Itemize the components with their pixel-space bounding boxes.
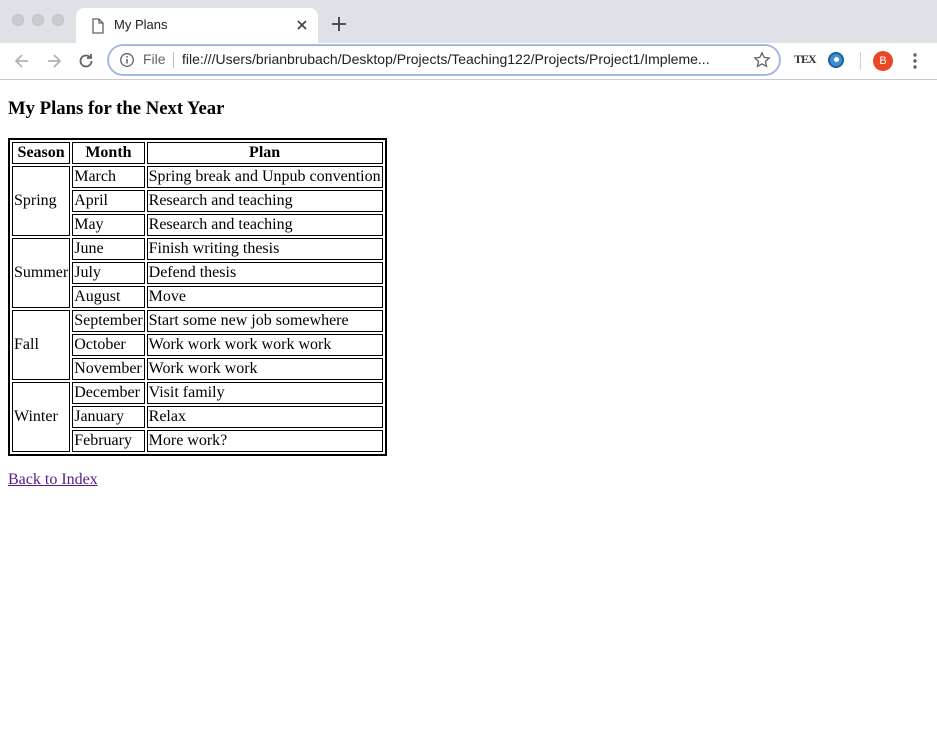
plan-cell: Work work work work work [147,334,383,356]
plan-cell: Defend thesis [147,262,383,284]
month-cell: April [72,190,144,212]
month-cell: July [72,262,144,284]
tab-strip [0,0,937,43]
table-row [12,310,383,332]
plan-cell: Relax [147,406,383,428]
month-cell: June [72,238,144,260]
month-cell: May [72,214,144,236]
plan-cell: Research and teaching [147,214,383,236]
back-to-index-link[interactable]: Back to Index [8,471,98,488]
month-cell: August [72,286,144,308]
address-bar[interactable] [108,45,780,75]
plan-cell: Start some new job somewhere [147,310,383,332]
plan-cell: Move [147,286,383,308]
month-cell: September [72,310,144,332]
more-menu-icon[interactable] [912,52,918,70]
address-url[interactable]: file:///Users/brianbrubach/Desktop/Projects/Teaching122/Projects/Project1/Impleme... [182,51,710,67]
toolbar-divider [860,52,861,70]
table-row [12,382,383,404]
tab-title: My Plans [114,17,168,32]
back-arrow-icon[interactable] [12,51,32,71]
month-cell: October [72,334,144,356]
month-cell: November [72,358,144,380]
tex-extension-icon[interactable]: TEX [794,52,816,66]
window-zoom-dot[interactable] [52,14,64,26]
table-row [12,238,383,260]
new-tab-icon[interactable] [330,15,348,33]
extension-circle-icon[interactable] [828,52,844,68]
table-row [12,166,383,188]
month-cell: January [72,406,144,428]
month-cell: March [72,166,144,188]
address-scheme: File [143,51,166,67]
reload-icon[interactable] [76,51,96,71]
plan-cell: Research and teaching [147,190,383,212]
document-icon [91,18,105,34]
season-cell: Summer [12,238,70,308]
season-cell: Fall [12,310,70,380]
browser-tab[interactable] [76,8,318,43]
window-minimize-dot[interactable] [32,14,44,26]
plan-cell: More work? [147,430,383,452]
header-month: Month [72,142,144,164]
page-title: My Plans for the Next Year [8,98,225,119]
plan-cell: Finish writing thesis [147,238,383,260]
forward-arrow-icon[interactable] [44,51,64,71]
bookmark-star-icon[interactable] [753,51,771,69]
plans-table [8,138,387,456]
plan-cell: Work work work [147,358,383,380]
window-close-dot[interactable] [12,14,24,26]
plan-cell: Spring break and Unpub convention [147,166,383,188]
season-cell: Spring [12,166,70,236]
profile-avatar[interactable]: B [873,51,893,71]
header-plan: Plan [147,142,383,164]
close-icon[interactable] [294,17,310,33]
month-cell: February [72,430,144,452]
address-divider [173,52,174,68]
header-season: Season [12,142,70,164]
plan-cell: Visit family [147,382,383,404]
month-cell: December [72,382,144,404]
info-icon[interactable] [119,52,135,68]
season-cell: Winter [12,382,70,452]
table-header-row [12,142,383,164]
